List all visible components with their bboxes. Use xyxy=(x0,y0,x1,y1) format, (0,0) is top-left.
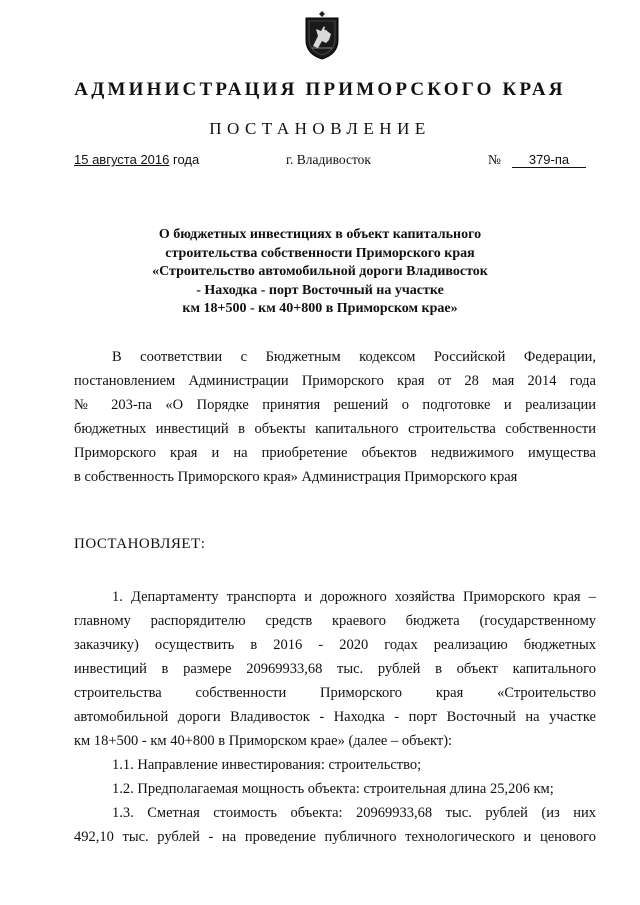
title-line: - Находка - порт Восточный на участке xyxy=(196,282,444,298)
preamble-paragraph xyxy=(74,345,596,489)
preamble-line: постановлением Администрации Приморского края от 28 мая 2014 года xyxy=(74,373,596,389)
subitem-1-3-line: 492,10 тыс. рублей - на проведение публичного технологического и ценового xyxy=(74,829,596,845)
title-line: О бюджетных инвестициях в объект капитального xyxy=(158,227,482,242)
item-line: заказчику) осуществить в 2016 - 2020 годах реализацию бюджетных xyxy=(74,637,596,653)
item-1-paragraph xyxy=(74,585,596,849)
title-line: «Строительство автомобильной дороги Владивосток xyxy=(152,264,488,279)
item-line: главному распорядителю средств краевого бюджета (государственному xyxy=(74,613,596,629)
document-number: 379-па xyxy=(512,152,586,168)
subitem-1-2: 1.2. Предполагаемая мощность объекта: строительная длина 25,206 км; xyxy=(112,781,554,797)
preamble-line: № 203-па «О Порядке принятия решений о подготовке и реализации xyxy=(74,397,596,413)
preamble-line: в собственность Приморского края» Администрация Приморского края xyxy=(74,469,518,485)
item-line: 1. Департаменту транспорта и дорожного хозяйства Приморского края – xyxy=(112,589,596,605)
subitem-1-1: 1.1. Направление инвестирования: строительство; xyxy=(112,757,422,773)
subitem-1-3-line: 1.3. Сметная стоимость объекта: 20969933,68 тыс. рублей (из них xyxy=(112,805,596,821)
number-label: № xyxy=(488,152,501,167)
document-type: ПОСТАНОВЛЕНИЕ xyxy=(209,119,431,138)
item-line: инвестиций в размере 20969933,68 тыс. рублей в объект капитального xyxy=(74,661,596,677)
document-title xyxy=(100,226,540,319)
coat-of-arms-icon xyxy=(304,10,340,60)
title-line: строительства собственности Приморского края xyxy=(165,245,475,261)
item-line: автомобильной дороги Владивосток - Находка - порт Восточный на участке xyxy=(74,709,596,725)
title-line: км 18+500 - км 40+800 в Приморском крае» xyxy=(182,301,458,316)
organization-name: АДМИНИСТРАЦИЯ ПРИМОРСКОГО КРАЯ xyxy=(74,79,566,100)
date-value: 15 августа 2016 xyxy=(74,152,170,167)
preamble-line: В соответствии с Бюджетным кодексом Российской Федерации, xyxy=(112,349,596,365)
item-line: строительства собственности Приморского края «Строительство xyxy=(74,685,596,701)
preamble-line: бюджетных инвестиций в объекты капитального строительства собственности xyxy=(74,421,596,437)
document-city: г. Владивосток xyxy=(286,152,371,167)
preamble-line: Приморского края и на приобретение объектов недвижимого имущества xyxy=(74,445,596,461)
decree-heading: ПОСТАНОВЛЯЕТ: xyxy=(74,536,206,552)
item-line: км 18+500 - км 40+800 в Приморском крае» (далее – объект): xyxy=(74,733,453,749)
document-date xyxy=(74,152,199,167)
date-suffix: года xyxy=(173,152,200,167)
